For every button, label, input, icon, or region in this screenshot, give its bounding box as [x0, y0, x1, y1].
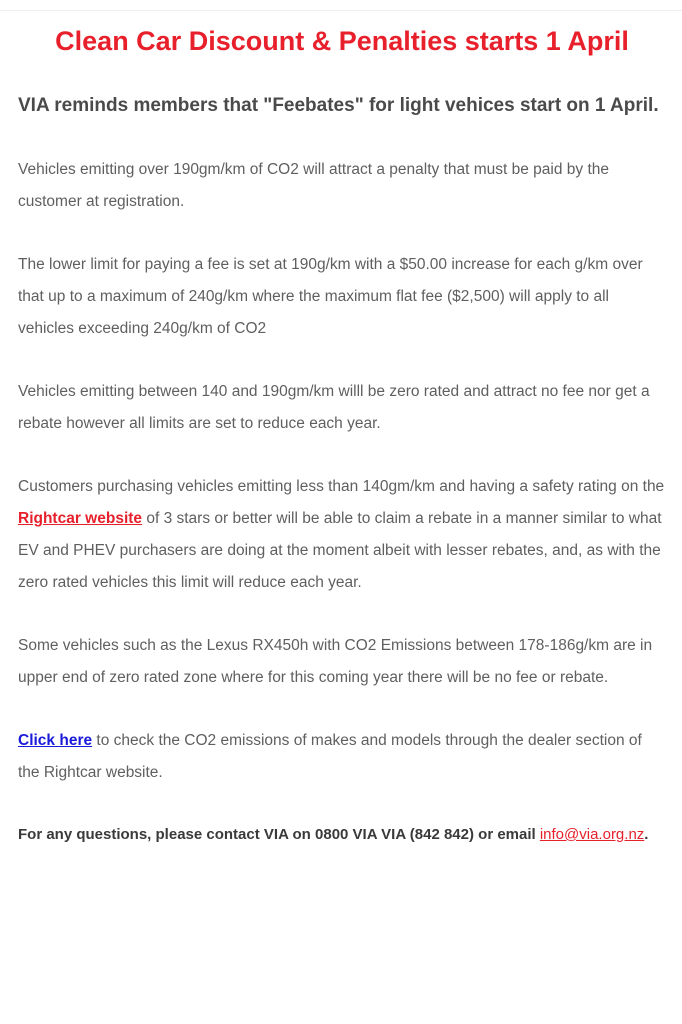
click-here-link[interactable]: Click here — [18, 732, 93, 749]
email-link[interactable]: info@via.org.nz — [539, 826, 645, 843]
subtitle: VIA reminds members that "Feebates" for light vehices start on 1 April. — [18, 95, 659, 116]
paragraph-rebate — [18, 471, 666, 599]
rightcar-website-link[interactable]: Rightcar website — [18, 510, 143, 527]
page-title: Clean Car Discount & Penalties starts 1 April — [55, 26, 629, 56]
top-divider — [0, 10, 682, 11]
rebate-text-before: Customers purchasing vehicles emitting less than 140gm/km and having a safety rating on the — [18, 478, 665, 495]
contact-text: For any questions, please contact VIA on 0800 VIA VIA (842 842) or email — [18, 826, 540, 843]
contact-end: . — [644, 826, 649, 843]
click-here-text: to check the CO2 emissions of makes and models through the dealer section of the Rightcar website. — [18, 732, 642, 781]
contact-line — [18, 819, 666, 851]
paragraph-fee-limits: The lower limit for paying a fee is set at 190g/km with a $50.00 increase for each g/km over that up to a maximum of 240g/km where the maximum flat fee ($2,500) will apply to all vehicles exceeding 240g/km of CO2 — [18, 256, 643, 337]
paragraph-penalty: Vehicles emitting over 190gm/km of CO2 will attract a penalty that must be paid by the customer at registration. — [18, 161, 610, 210]
paragraph-click-here — [18, 725, 666, 789]
paragraph-lexus-example: Some vehicles such as the Lexus RX450h with CO2 Emissions between 178-186g/km are in upper end of zero rated zone where for this coming year there will be no fee or rebate. — [18, 637, 653, 686]
rebate-text-after: of 3 stars or better will be able to claim a rebate in a manner similar to what EV and PHEV purchasers are doing at the moment albeit with lesser rebates, and, as with the zero rated vehicles this limit will reduce each year. — [18, 510, 662, 591]
paragraph-zero-rated: Vehicles emitting between 140 and 190gm/km willl be zero rated and attract no fee nor get a rebate however all limits are set to reduce each year. — [18, 383, 650, 432]
